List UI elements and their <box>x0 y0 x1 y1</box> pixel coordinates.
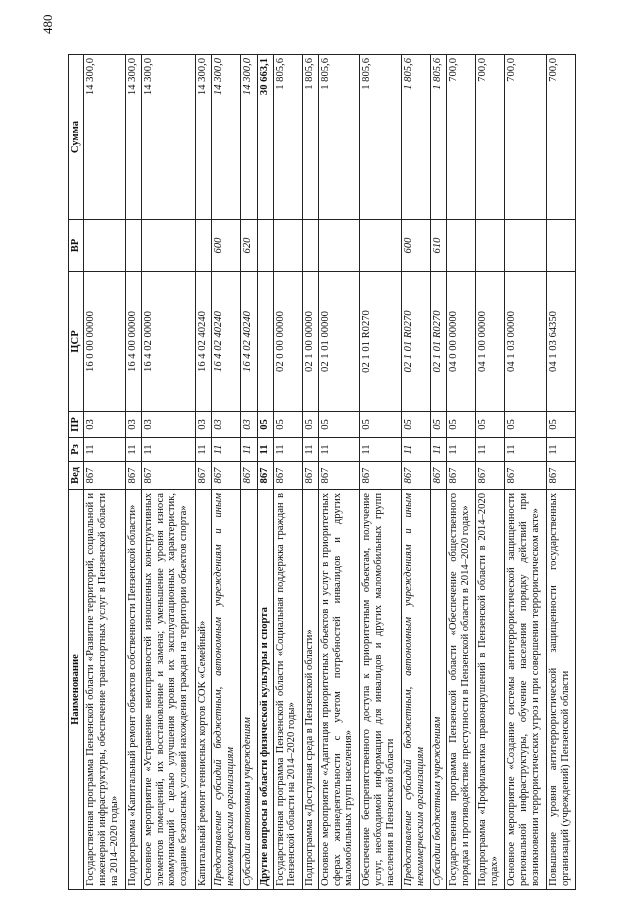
cell-csr: 02 1 01 R0270 <box>402 272 431 412</box>
cell-name: Капитальный ремонт теннисных кортов СОК «Семейный» <box>196 490 212 890</box>
table-row <box>447 55 476 890</box>
cell-name: Государственная программа Пензенской области «Социальная поддержка граждан в Пензенской области на 2014–2020 годы» <box>273 490 302 890</box>
cell-pr: 05 <box>360 412 402 438</box>
cell-sum: 14 300,0 <box>241 55 257 220</box>
cell-ved: 867 <box>125 462 141 490</box>
table-row <box>360 55 402 890</box>
header-sum: Сумма <box>69 55 84 220</box>
cell-name: Предоставление субсидий бюджетным, автономным учреждениям и иным некоммерческим организациям <box>402 490 431 890</box>
cell-csr: 04 1 00 00000 <box>476 272 505 412</box>
cell-vr <box>318 220 360 272</box>
cell-sum: 700,0 <box>546 55 575 220</box>
cell-sum: 30 663,1 <box>257 55 273 220</box>
cell-name: Основное мероприятие «Адаптация приоритетных объектов и услуг в приоритетных сферах жизнедеятельности с учетом потребностей инвалидов и других маломобильных групп населения» <box>318 490 360 890</box>
cell-pr: 05 <box>447 412 476 438</box>
cell-rz: 11 <box>257 438 273 462</box>
cell-name: Подпрограмма «Доступная среда в Пензенской области» <box>302 490 318 890</box>
cell-csr: 02 1 01 R0270 <box>360 272 402 412</box>
cell-pr: 03 <box>83 412 125 438</box>
cell-ved: 867 <box>302 462 318 490</box>
cell-pr: 05 <box>476 412 505 438</box>
cell-rz: 11 <box>141 438 196 462</box>
cell-ved: 867 <box>505 462 547 490</box>
cell-sum: 700,0 <box>505 55 547 220</box>
cell-rz: 11 <box>505 438 547 462</box>
cell-csr <box>257 272 273 412</box>
cell-rz: 11 <box>546 438 575 462</box>
cell-name: Основное мероприятие «Устранение неисправностей изношенных конструктивных элементов помещений, их восстановление и замена; уменьшение уровня износа коммуникаций с целью улучшения уровня их эксплуатационных характеристик, создание безопасных условий нахождения граждан на территории объектов спорта» <box>141 490 196 890</box>
cell-csr: 16 4 02 00000 <box>141 272 196 412</box>
cell-name: Другие вопросы в области физической культуры и спорта <box>257 490 273 890</box>
cell-name: Подпрограмма «Капитальный ремонт объектов собственности Пензенской области» <box>125 490 141 890</box>
cell-csr: 04 1 03 64350 <box>546 272 575 412</box>
cell-name: Государственная программа Пензенской области «Обеспечение общественного порядка и противодействие преступности в Пензенской области в 2014–2020 годах» <box>447 490 476 890</box>
cell-rz: 11 <box>241 438 257 462</box>
cell-pr: 05 <box>505 412 547 438</box>
header-ved: Вед <box>69 462 84 490</box>
cell-pr: 05 <box>431 412 447 438</box>
cell-vr <box>83 220 125 272</box>
cell-sum: 700,0 <box>476 55 505 220</box>
table-row <box>302 55 318 890</box>
cell-csr: 04 1 03 00000 <box>505 272 547 412</box>
table-row <box>141 55 196 890</box>
cell-sum: 1 805,6 <box>318 55 360 220</box>
cell-rz: 11 <box>83 438 125 462</box>
cell-sum: 1 805,6 <box>360 55 402 220</box>
table-row <box>546 55 575 890</box>
cell-name: Предоставление субсидий бюджетным, автономным учреждениям и иным некоммерческим организациям <box>212 490 241 890</box>
cell-ved: 867 <box>402 462 431 490</box>
cell-vr <box>546 220 575 272</box>
cell-ved: 867 <box>241 462 257 490</box>
cell-ved: 867 <box>196 462 212 490</box>
cell-pr: 05 <box>402 412 431 438</box>
cell-pr: 03 <box>125 412 141 438</box>
header-name: Наименование <box>69 490 84 890</box>
cell-csr: 02 1 01 R0270 <box>431 272 447 412</box>
cell-sum: 1 805,6 <box>302 55 318 220</box>
cell-ved: 867 <box>431 462 447 490</box>
cell-csr: 04 0 00 00000 <box>447 272 476 412</box>
cell-csr: 02 1 01 00000 <box>318 272 360 412</box>
cell-ved: 867 <box>83 462 125 490</box>
cell-pr: 05 <box>302 412 318 438</box>
cell-rz: 11 <box>212 438 241 462</box>
cell-sum: 700,0 <box>447 55 476 220</box>
cell-vr <box>125 220 141 272</box>
cell-name: Повышение уровня антитеррористической защищенности государственных организаций (учреждений) Пензенской области <box>546 490 575 890</box>
cell-rz: 11 <box>125 438 141 462</box>
cell-sum: 14 300,0 <box>125 55 141 220</box>
cell-rz: 11 <box>431 438 447 462</box>
header-rz: Рз <box>69 438 84 462</box>
cell-rz: 11 <box>360 438 402 462</box>
header-vr: ВР <box>69 220 84 272</box>
cell-ved: 867 <box>257 462 273 490</box>
table-row <box>257 55 273 890</box>
cell-name: Государственная программа Пензенской области «Развитие территорий, социальной и инженерной инфраструктуры, обеспечение транспортных услуг в Пензенской области на 2014–2020 годы» <box>83 490 125 890</box>
budget-table <box>68 54 576 890</box>
budget-table-rotated <box>68 55 576 890</box>
table-row <box>125 55 141 890</box>
table-row <box>431 55 447 890</box>
cell-name: Основное мероприятие «Создание системы антитеррористической защищенности региональной инфраструктуры, обучение населения порядку действий при возникновении террористических угроз и при совершении террористическом акте» <box>505 490 547 890</box>
cell-pr: 03 <box>212 412 241 438</box>
cell-sum: 14 300,0 <box>83 55 125 220</box>
cell-pr: 05 <box>318 412 360 438</box>
cell-rz: 11 <box>196 438 212 462</box>
cell-pr: 03 <box>196 412 212 438</box>
table-header-row <box>69 55 84 890</box>
table-row <box>402 55 431 890</box>
cell-vr <box>257 220 273 272</box>
cell-rz: 11 <box>302 438 318 462</box>
cell-vr <box>141 220 196 272</box>
cell-csr: 16 4 02 40240 <box>212 272 241 412</box>
cell-sum: 1 805,6 <box>273 55 302 220</box>
table-body <box>83 55 575 890</box>
cell-name: Субсидии автономным учреждениям <box>241 490 257 890</box>
cell-rz: 11 <box>273 438 302 462</box>
table-row <box>196 55 212 890</box>
cell-vr <box>196 220 212 272</box>
cell-pr: 05 <box>546 412 575 438</box>
table-row <box>505 55 547 890</box>
cell-ved: 867 <box>141 462 196 490</box>
cell-ved: 867 <box>318 462 360 490</box>
cell-rz: 11 <box>447 438 476 462</box>
cell-sum: 14 300,0 <box>212 55 241 220</box>
table-row <box>273 55 302 890</box>
header-pr: ПР <box>69 412 84 438</box>
table-row <box>83 55 125 890</box>
cell-sum: 1 805,6 <box>431 55 447 220</box>
page-number: 480 <box>40 14 55 34</box>
cell-ved: 867 <box>447 462 476 490</box>
cell-pr: 03 <box>241 412 257 438</box>
cell-vr: 610 <box>431 220 447 272</box>
cell-sum: 1 805,6 <box>402 55 431 220</box>
table-row <box>318 55 360 890</box>
cell-vr <box>447 220 476 272</box>
cell-csr: 02 1 00 00000 <box>302 272 318 412</box>
cell-sum: 14 300,0 <box>196 55 212 220</box>
cell-csr: 16 4 00 00000 <box>125 272 141 412</box>
cell-pr: 05 <box>257 412 273 438</box>
cell-pr: 05 <box>273 412 302 438</box>
cell-name: Обеспечение беспрепятственного доступа к приоритетным объектам, получение услуг, необходимой информации для инвалидов и других маломобильных групп населения в Пензенской области <box>360 490 402 890</box>
cell-vr <box>476 220 505 272</box>
cell-rz: 11 <box>318 438 360 462</box>
table-row <box>476 55 505 890</box>
cell-vr <box>273 220 302 272</box>
cell-ved: 867 <box>212 462 241 490</box>
cell-sum: 14 300,0 <box>141 55 196 220</box>
table-row <box>241 55 257 890</box>
cell-name: Субсидии бюджетным учреждениям <box>431 490 447 890</box>
cell-rz: 11 <box>476 438 505 462</box>
cell-vr: 620 <box>241 220 257 272</box>
cell-ved: 867 <box>546 462 575 490</box>
cell-vr <box>505 220 547 272</box>
cell-csr: 16 0 00 00000 <box>83 272 125 412</box>
cell-ved: 867 <box>273 462 302 490</box>
cell-vr: 600 <box>402 220 431 272</box>
cell-pr: 03 <box>141 412 196 438</box>
cell-vr: 600 <box>212 220 241 272</box>
cell-name: Подпрограмма «Профилактика правонарушений в Пензенской области в 2014–2020 годах» <box>476 490 505 890</box>
cell-vr <box>360 220 402 272</box>
cell-csr: 02 0 00 00000 <box>273 272 302 412</box>
table-row <box>212 55 241 890</box>
cell-ved: 867 <box>476 462 505 490</box>
cell-rz: 11 <box>402 438 431 462</box>
cell-csr: 16 4 02 40240 <box>241 272 257 412</box>
header-csr: ЦСР <box>69 272 84 412</box>
cell-vr <box>302 220 318 272</box>
cell-csr: 16 4 02 40240 <box>196 272 212 412</box>
cell-ved: 867 <box>360 462 402 490</box>
